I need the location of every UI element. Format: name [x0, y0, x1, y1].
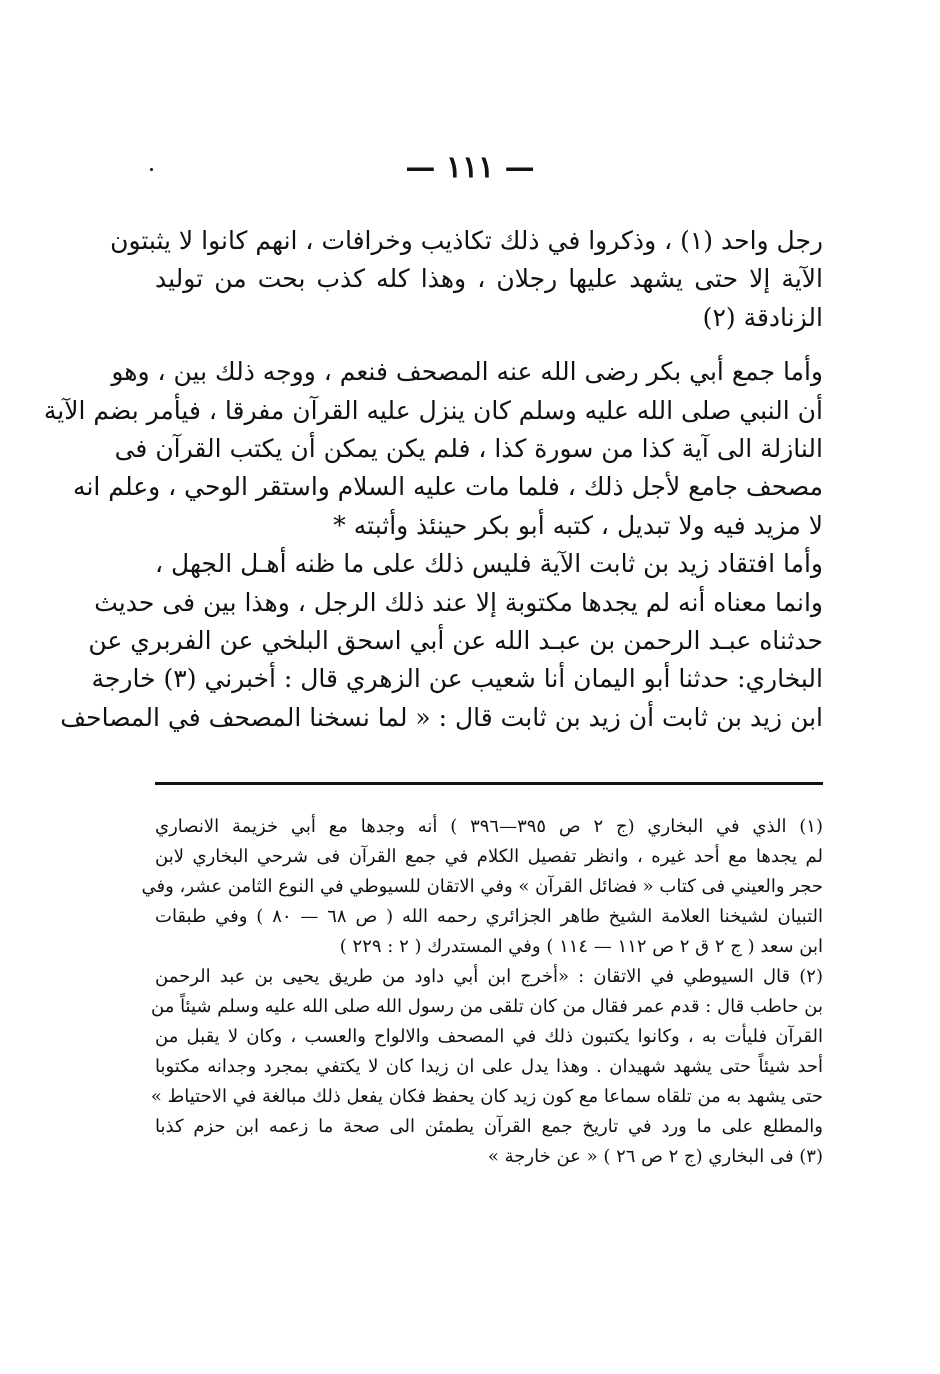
text-line: ابن زيد بن ثابت أن زيد بن ثابت قال : « لما نسخنا المصحف في المصاحف — [60, 702, 823, 732]
footnote-line: أحد شيئاً حتى يشهد شهيدان . وهذا يدل على ان زيدا كان لا يكتفي بمجرد وجدانه مكتوبا — [155, 1056, 823, 1077]
text-line: لا مزيد فيه ولا تبديل ، كتبه أبو بكر حينئذ وأثبته * — [333, 510, 823, 540]
text-line: البخاري: حدثنا أبو اليمان أنا شعيب عن الزهري قال : أخبرني (٣) خارجة — [91, 664, 823, 694]
paragraph-3 — [60, 545, 823, 737]
footnote-line: حتى يشهد به من تلقاه سماعا مع كون زيد كان يحفظ فكان يفعل ذلك مبالغة في الاحتياط » — [150, 1086, 823, 1107]
text-line: مصحف جامع لأجل ذلك ، فلما مات عليه السلام واستقر الوحي ، وعلم انه — [73, 472, 823, 502]
text-line: رجل واحد (١) ، وذكروا في ذلك تكاذيب وخرافات ، انهم كانوا لا يثبتون — [110, 226, 823, 255]
footnote-line: بن حاطب قال : قدم عمر فقال من كان تلقى من رسول الله صلى الله عليه وسلم شيئاً من — [151, 996, 823, 1017]
footnote-1 — [141, 812, 823, 962]
footnote-line: (١) الذي في البخاري (ج ٢ ص ٣٩٥—٣٩٦ ) أنه وجدها مع أبي خزيمة الانصاري — [155, 816, 823, 837]
text-line: النازلة الى آية كذا من سورة كذا ، فلم يكن يمكن أن يكتب القرآن فى — [114, 433, 823, 463]
footnote-line: التبيان لشيخنا العلامة الشيخ طاهر الجزائري رحمه الله ( ص ٦٨ — ٨٠ ) وفي طبقات — [155, 906, 823, 927]
footnote-line: القرآن فليأت به ، وكانوا يكتبون ذلك في المصحف والالواح والعسب ، وكان لا يقبل من — [155, 1026, 823, 1047]
footnote-line: حجر والعيني فى كتاب « فضائل القرآن » وفي الاتقان للسيوطي في النوع الثامن عشر، وفي — [141, 876, 823, 897]
text-line: وأما افتقاد زيد بن ثابت الآية فليس ذلك على ما ظنه أهـل الجهل ، — [155, 549, 823, 579]
footnotes — [141, 812, 823, 1172]
footnote-3 — [155, 1142, 823, 1172]
footnote-divider — [155, 782, 823, 785]
paragraph-1 — [110, 222, 823, 337]
text-line: أن النبي صلى الله عليه وسلم كان ينزل عليه القرآن مفرقا ، فيأمر بضم الآية — [43, 395, 823, 425]
paragraph-2 — [43, 353, 823, 545]
footnote-line: لم يجدها مع أحد غيره ، وانظر تفصيل الكلام في جمع القرآن فى شرحي البخاري لابن — [155, 846, 823, 867]
text-line: الزنادقة (٢) — [702, 302, 823, 332]
main-text — [43, 222, 823, 737]
text-line: حدثناه عبـد الرحمن بن عبـد الله عن أبي اسحق البلخي عن الفربري عن — [88, 625, 823, 655]
footnote-line: (٢) قال السيوطي في الاتقان : «أخرج ابن أبي داود من طريق يحيى بن عبد الرحمن — [155, 966, 823, 987]
footnote-2 — [150, 962, 823, 1142]
text-line: الآية إلا حتى يشهد عليها رجلان ، وهذا كله كذب بحت من توليد — [155, 264, 823, 294]
text-line: وانما معناه أنه لم يجدها مكتوبة إلا عند ذلك الرجل ، وهذا بين فى حديث — [94, 587, 823, 617]
page-number: — ١١١ — — [405, 150, 535, 185]
footnote-line: والمطلع على ما ورد في تاريخ جمع القرآن يطمئن الى صحة ما زعمه ابن حزم كذبا — [155, 1116, 823, 1137]
text-line: وأما جمع أبي بكر رضى الله عنه المصحف فنعم ، ووجه ذلك بين ، وهو — [111, 357, 823, 387]
footnote-line: (٣) فى البخاري (ج ٢ ص ٢٦ ) « عن خارجة » — [487, 1146, 823, 1167]
footnote-line: ابن سعد ( ج ٢ ق ٢ ص ١١٢ — ١١٤ ) وفي المستدرك ( ٢ : ٢٢٩ ) — [339, 936, 823, 957]
